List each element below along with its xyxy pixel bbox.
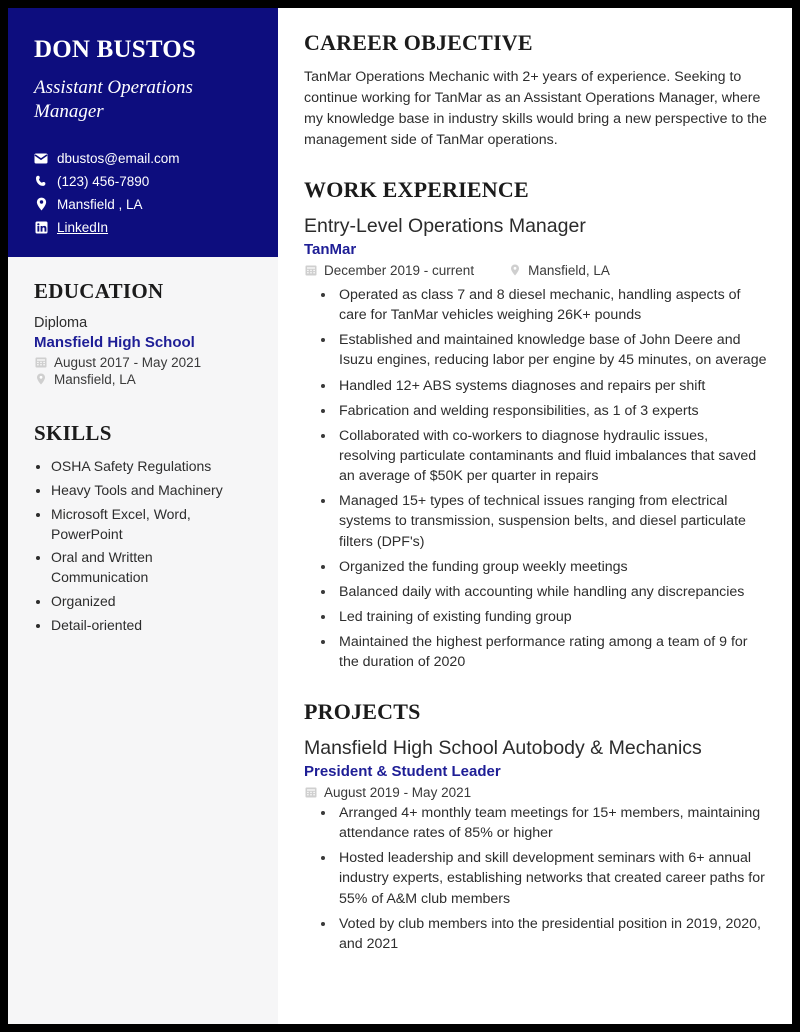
list-item: • Heavy Tools and Machinery <box>51 481 252 501</box>
skills-list <box>34 457 252 636</box>
list-item: • Organized the funding group weekly meetings <box>336 557 768 577</box>
list-item: • Established and maintained knowledge base of John Deere and Isuzu engines, reducing labor per engine by 45 minutes, on average <box>336 330 768 370</box>
work-dates-row <box>304 263 474 278</box>
work-experience-section <box>304 177 768 673</box>
main-content <box>278 8 792 1024</box>
education-dates: August 2017 - May 2021 <box>54 354 202 370</box>
map-pin-icon <box>34 197 48 211</box>
list-item: • Fabrication and welding responsibilities, as 1 of 3 experts <box>336 401 768 421</box>
education-section <box>34 279 252 387</box>
education-location: Mansfield, LA <box>54 371 136 387</box>
education-location-row <box>34 372 252 387</box>
education-dates-row <box>34 355 252 370</box>
education-heading: EDUCATION <box>34 278 164 303</box>
skills-section <box>34 421 252 636</box>
envelope-icon <box>34 153 48 164</box>
list-item: • Arranged 4+ monthly team meetings for 15+ members, maintaining attendance rates of 85% or higher <box>336 803 768 843</box>
list-item: • Oral and Written Communication <box>51 548 252 588</box>
list-item: • OSHA Safety Regulations <box>51 457 252 477</box>
candidate-job-title: Assistant Operations Manager <box>34 76 193 123</box>
work-entry-title: Entry-Level Operations Manager <box>304 214 586 237</box>
education-degree: Diploma <box>34 314 88 331</box>
project-dates: August 2019 - May 2021 <box>324 784 472 800</box>
map-pin-icon <box>34 373 47 385</box>
list-item: • Organized <box>51 592 252 612</box>
projects-section <box>304 699 768 954</box>
contact-list <box>34 151 252 235</box>
work-entry-company: TanMar <box>304 240 357 258</box>
contact-location-text: Mansfield , LA <box>57 196 143 212</box>
contact-phone <box>34 174 252 189</box>
map-pin-icon <box>508 264 521 276</box>
career-objective-text: TanMar Operations Mechanic with 2+ years of experience. Seeking to continue working for TanMar as an Assistant Operations Manager, where my knowledge base in industry skills would bring a new perspective to the management side of TanMar operations. <box>304 69 767 148</box>
work-location-row <box>508 263 610 278</box>
candidate-name: DON BUSTOS <box>34 36 197 63</box>
contact-phone-text: (123) 456-7890 <box>57 173 150 189</box>
project-title: Mansfield High School Autobody & Mechanics <box>304 736 702 759</box>
work-location: Mansfield, LA <box>528 262 610 278</box>
calendar-icon <box>304 786 317 798</box>
list-item: • Collaborated with co-workers to diagnose hydraulic issues, resolving particulate contaminants and fluid imbalances that saved an average of $50K per quarter in repairs <box>336 426 768 486</box>
list-item: • Managed 15+ types of technical issues ranging from electrical systems to transmission, suspension belts, and diesel particulate filters (DPF's) <box>336 491 768 551</box>
list-item: • Led training of existing funding group <box>336 607 768 627</box>
sidebar <box>8 8 278 1024</box>
project-bullets <box>304 803 768 954</box>
sidebar-header-block <box>8 8 278 257</box>
linkedin-icon <box>34 221 48 234</box>
contact-email-text: dbustos@email.com <box>57 150 180 166</box>
list-item: • Handled 12+ ABS systems diagnoses and repairs per shift <box>336 376 768 396</box>
list-item: • Balanced daily with accounting while handling any discrepancies <box>336 582 768 602</box>
work-entry-meta <box>304 263 768 280</box>
list-item: • Maintained the highest performance rating among a team of 9 for the duration of 2020 <box>336 632 768 672</box>
project-role: President & Student Leader <box>304 762 501 780</box>
calendar-icon <box>34 356 47 368</box>
list-item: • Operated as class 7 and 8 diesel mechanic, handling aspects of care for TanMar vehicles weighing 26K+ pounds <box>336 285 768 325</box>
education-school: Mansfield High School <box>34 333 195 351</box>
contact-location <box>34 197 252 212</box>
list-item: • Detail-oriented <box>51 616 252 636</box>
list-item: • Microsoft Excel, Word, PowerPoint <box>51 505 252 545</box>
contact-email <box>34 151 252 166</box>
calendar-icon <box>304 264 317 276</box>
work-experience-heading: WORK EXPERIENCE <box>304 176 529 202</box>
phone-icon <box>34 175 48 188</box>
contact-linkedin-link[interactable]: LinkedIn <box>57 219 109 235</box>
career-objective-section <box>304 30 768 151</box>
work-bullets <box>304 285 768 673</box>
projects-heading: PROJECTS <box>304 698 421 724</box>
skills-heading: SKILLS <box>34 420 112 445</box>
list-item: • Voted by club members into the presidential position in 2019, 2020, and 2021 <box>336 914 768 954</box>
list-item: • Hosted leadership and skill development seminars with 6+ annual industry experts, establishing networks that created career paths for 55% of A&M club members <box>336 848 768 908</box>
contact-linkedin[interactable] <box>34 220 252 235</box>
career-objective-heading: CAREER OBJECTIVE <box>304 30 533 55</box>
work-dates: December 2019 - current <box>324 262 475 278</box>
sidebar-body <box>8 257 278 660</box>
resume-page <box>8 8 792 1024</box>
project-dates-row <box>304 785 768 800</box>
